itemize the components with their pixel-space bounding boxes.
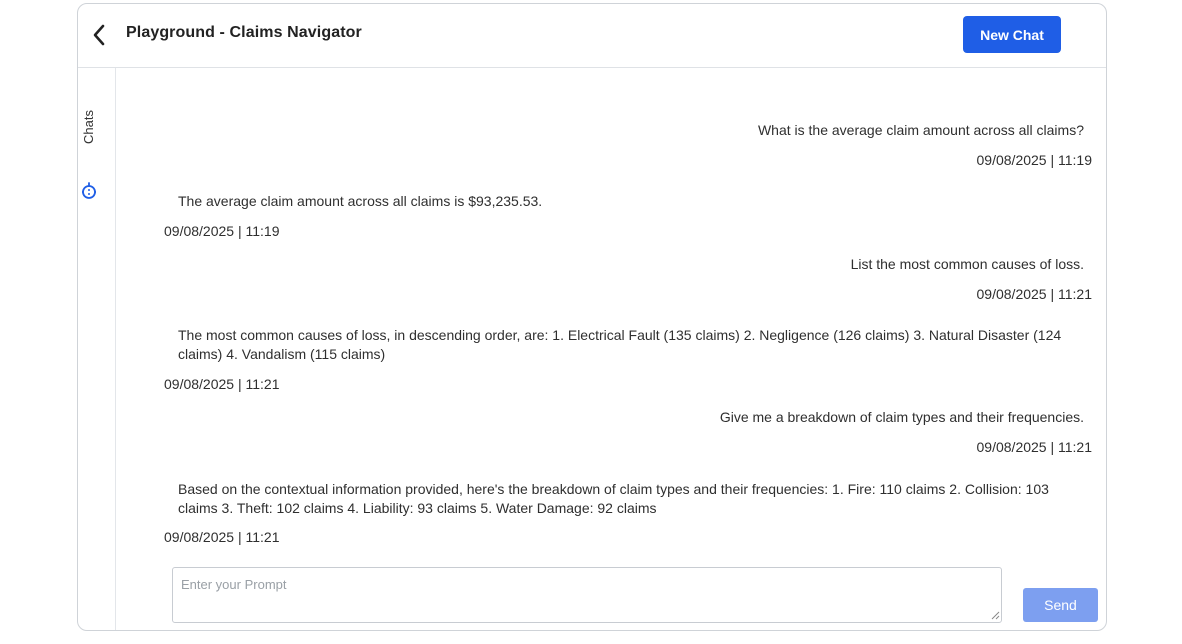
message-timestamp: 09/08/2025 | 11:19 <box>164 223 280 239</box>
resize-handle-icon[interactable] <box>990 610 1000 620</box>
user-message: List the most common causes of loss. <box>850 256 1084 272</box>
header-bar <box>78 4 1106 68</box>
message-timestamp: 09/08/2025 | 11:21 <box>164 376 280 392</box>
sidebar-tab-chats[interactable] <box>78 100 102 174</box>
assistant-message: Based on the contextual information provided, here's the breakdown of claim types and their frequencies: 1. Fire: 110 claims 2. Collision: 103 claims 3. Theft: 102 claims 4. Liability: 93 claims 5. Water Damage: 92 claims <box>178 481 1049 516</box>
sidebar <box>78 68 116 631</box>
prompt-input[interactable] <box>172 567 1002 623</box>
message-timestamp: 09/08/2025 | 11:19 <box>976 152 1092 168</box>
page-title: Playground - Claims Navigator <box>126 24 362 41</box>
assistant-message: The most common causes of loss, in descending order, are: 1. Electrical Fault (135 claims) 2. Negligence (126 claims) 3. Natural Disaster (124 claims) 4. Vandalism (115 claims) <box>178 327 1062 362</box>
chat-window <box>77 3 1107 631</box>
user-message: What is the average claim amount across all claims? <box>757 122 1084 138</box>
new-chat-button[interactable]: New Chat <box>963 16 1061 53</box>
chevron-left-icon <box>92 24 106 46</box>
chat-bot-icon <box>81 182 97 200</box>
assistant-message: The average claim amount across all claims is $93,235.53. <box>178 193 543 209</box>
message-timestamp: 09/08/2025 | 11:21 <box>976 439 1092 455</box>
message-timestamp: 09/08/2025 | 11:21 <box>976 286 1092 302</box>
send-button[interactable]: Send <box>1023 588 1098 622</box>
back-button[interactable] <box>88 22 110 48</box>
message-timestamp: 09/08/2025 | 11:21 <box>164 529 280 545</box>
sidebar-tab-label: Chats <box>81 110 96 144</box>
user-message: Give me a breakdown of claim types and their frequencies. <box>719 409 1084 425</box>
